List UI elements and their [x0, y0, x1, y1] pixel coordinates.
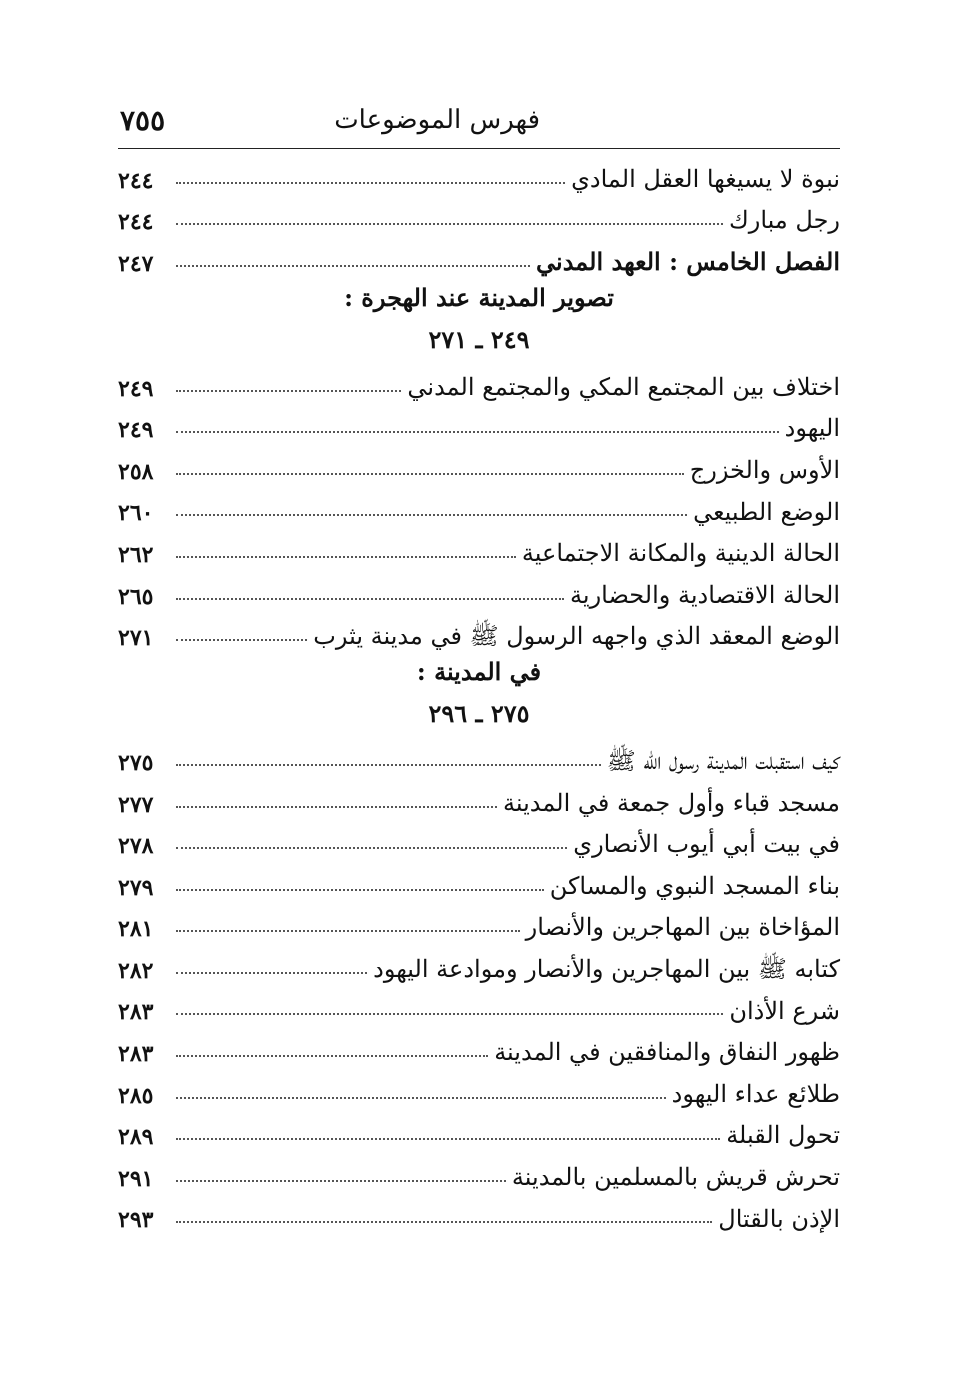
- dot-leader: [176, 556, 516, 558]
- entry-page-number: ٢٨٩: [118, 1124, 154, 1151]
- toc-entry: [118, 526, 840, 568]
- toc-entry: [118, 610, 840, 652]
- section-heading: تصوير المدينة عند الهجرة :: [344, 283, 614, 313]
- toc-entry: [118, 734, 840, 776]
- entry-title: الحالة الاقتصادية والحضارية: [570, 580, 840, 609]
- toc-entry: [118, 1150, 840, 1192]
- entry-page-number: ٢٤٤: [118, 167, 154, 194]
- entry-title: الوضع المعقد الذي واجهه الرسول ﷺ في مدينة يثرب: [313, 622, 840, 651]
- entry-page-number: ٢٤٩: [118, 375, 154, 402]
- toc-entry: [118, 360, 840, 402]
- entry-page-number: ٢٩١: [118, 1165, 154, 1192]
- toc-entry: [118, 568, 840, 610]
- entry-title: كتابه ﷺ بين المهاجرين والأنصار وموادعة اليهود: [373, 955, 840, 984]
- entry-page-number: ٢٧١: [118, 625, 154, 652]
- toc-entry: [118, 1067, 840, 1109]
- dot-leader: [176, 390, 401, 392]
- running-title: فهرس الموضوعات: [334, 105, 540, 135]
- toc-entry: [118, 818, 840, 860]
- entry-title: رجل مبارك: [728, 206, 840, 235]
- section-heading: في المدينة :: [416, 657, 542, 687]
- table-of-contents: [118, 152, 840, 1233]
- dot-leader: [176, 1055, 488, 1057]
- entry-title: الوضع الطبيعي: [693, 497, 840, 526]
- dot-leader: [176, 889, 544, 891]
- entry-title: الفصل الخامس : العهد المدني: [536, 246, 840, 276]
- toc-entry: [118, 942, 840, 984]
- toc-entry: [118, 235, 840, 277]
- entry-page-number: ٢٧٨: [118, 833, 154, 860]
- toc-entry: [118, 776, 840, 818]
- entry-page-number: ٢٤٩: [118, 417, 154, 444]
- entry-page-number: ٢٧٧: [118, 791, 154, 818]
- entry-page-number: ٢٨٥: [118, 1082, 154, 1109]
- toc-entry: [118, 152, 840, 194]
- dot-leader: [176, 847, 567, 849]
- toc-entry: [118, 443, 840, 485]
- dot-leader: [176, 1013, 723, 1015]
- dot-leader: [176, 431, 779, 433]
- dot-leader: [176, 764, 601, 766]
- toc-entry: [118, 901, 840, 943]
- entry-title: تحرش قريش بالمسلمين بالمدينة: [511, 1163, 840, 1192]
- dot-leader: [176, 1138, 720, 1140]
- dot-leader: [176, 1221, 712, 1223]
- toc-entry: [118, 485, 840, 527]
- entry-title: نبوة لا يسيغها العقل المادي: [571, 164, 840, 193]
- dot-leader: [176, 514, 687, 516]
- entry-page-number: ٢٤٧: [118, 250, 154, 277]
- toc-entry: [118, 194, 840, 236]
- page-number: ٧٥٥: [120, 103, 166, 137]
- entry-page-number: ٢٨١: [118, 916, 154, 943]
- entry-title: كيف استقبلت المدينة رسول الله ﷺ: [606, 747, 840, 776]
- toc-entry: [118, 984, 840, 1026]
- entry-page-number: ٢٨٢: [118, 957, 154, 984]
- entry-page-number: ٢٨٣: [118, 1041, 154, 1068]
- dot-leader: [176, 1097, 666, 1099]
- page-header: [120, 100, 840, 140]
- dot-leader: [176, 182, 565, 184]
- header-rule: [118, 148, 840, 149]
- section-heading: ٢٧٥ ـ ٢٩٦: [428, 699, 530, 729]
- entry-page-number: ٢٥٨: [118, 458, 154, 485]
- dot-leader: [176, 473, 684, 475]
- entry-title: مسجد قباء وأول جمعة في المدينة: [503, 788, 840, 817]
- entry-title: اليهود: [784, 414, 840, 443]
- entry-page-number: ٢٧٩: [118, 874, 154, 901]
- entry-page-number: ٢٦٥: [118, 583, 154, 610]
- toc-entry: [118, 1025, 840, 1067]
- entry-page-number: ٢٦٢: [118, 541, 154, 568]
- toc-entry: [118, 402, 840, 444]
- dot-leader: [176, 598, 564, 600]
- entry-title: اختلاف بين المجتمع المكي والمجتمع المدني: [407, 372, 840, 401]
- entry-page-number: ٢٧٥: [118, 749, 154, 776]
- toc-entry: [118, 1192, 840, 1234]
- entry-title: الحالة الدينية والمكانة الاجتماعية: [521, 539, 840, 568]
- dot-leader: [176, 639, 307, 641]
- dot-leader: [176, 1180, 506, 1182]
- dot-leader: [176, 972, 367, 974]
- entry-page-number: ٢٩٣: [118, 1207, 154, 1234]
- dot-leader: [176, 223, 723, 225]
- entry-title: ظهور النفاق والمنافقين في المدينة: [494, 1038, 840, 1067]
- entry-title: الأوس والخزرج: [689, 455, 840, 484]
- toc-entry: [118, 1109, 840, 1151]
- toc-entry: [118, 859, 840, 901]
- entry-page-number: ٢٤٤: [118, 209, 154, 236]
- entry-page-number: ٢٦٠: [118, 500, 154, 527]
- entry-title: شرع الأذان: [729, 996, 840, 1025]
- entry-title: الإذن بالقتال: [718, 1204, 840, 1233]
- section-heading: ٢٤٩ ـ ٢٧١: [428, 324, 530, 354]
- entry-title: تحول القبلة: [726, 1121, 840, 1150]
- entry-title: في بيت أبي أيوب الأنصاري: [573, 830, 840, 859]
- entry-title: بناء المسجد النبوي والمساكن: [549, 871, 840, 900]
- dot-leader: [176, 930, 520, 932]
- dot-leader: [176, 265, 530, 267]
- entry-title: طلائع عداء اليهود: [671, 1079, 840, 1108]
- entry-title: المؤاخاة بين المهاجرين والأنصار: [525, 913, 840, 942]
- dot-leader: [176, 806, 497, 808]
- entry-page-number: ٢٨٣: [118, 999, 154, 1026]
